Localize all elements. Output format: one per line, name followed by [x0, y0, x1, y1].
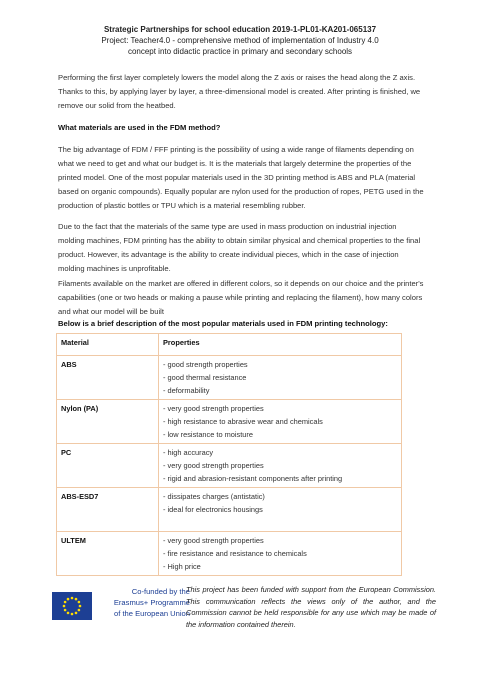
property-item: - low resistance to moisture [163, 430, 253, 439]
table-row [57, 444, 402, 488]
property-item: - High price [163, 562, 201, 571]
property-item: - very good strength properties [163, 461, 264, 470]
table-header-row [57, 334, 402, 356]
material-name: Nylon (PA) [57, 400, 159, 444]
material-name: ABS [57, 356, 159, 400]
paragraph-4 [58, 277, 424, 319]
property-item: - rigid and abrasion-resistant components after printing [163, 474, 343, 483]
paragraph-3-text: Due to the fact that the materials of the same type are used in mass production on industrial injection molding machines, FDM printing has the ability to obtain similar physical and chemical properties to the final product. However, its advantage is the ability to create individual pieces, which in the case of injection molding machines is unprofitable. [58, 222, 421, 273]
cofunded-logo-text [100, 586, 190, 619]
property-item: - high resistance to abrasive wear and chemicals [163, 417, 323, 426]
table-row [57, 356, 402, 400]
paragraph-3 [58, 220, 424, 276]
section-heading-1: What materials are used in the FDM method? [58, 123, 221, 132]
material-properties [159, 532, 402, 576]
property-item: - very good strength properties [163, 536, 264, 545]
material-name: PC [57, 444, 159, 488]
header-material: Material [57, 334, 159, 356]
property-item: - good strength properties [163, 360, 248, 369]
material-name: ABS-ESD7 [57, 488, 159, 532]
material-name: ULTEM [57, 532, 159, 576]
funding-disclaimer: This project has been funded with support from the European Commission. This communication reflects the views only of the author, and the Commission cannot be held responsible for any use which may be made of the information contained therein. [186, 585, 436, 629]
cofund-line-1: Co-funded by the [131, 587, 190, 596]
header-project: Project: Teacher4.0 - comprehensive method of implementation of Industry 4.0 [101, 36, 379, 45]
header-project-cont: concept into didactic practice in primary and secondary schools [127, 47, 353, 56]
paragraph-1 [58, 71, 424, 113]
property-item: - high accuracy [163, 448, 214, 457]
paragraph-2-text: The big advantage of FDM / FFF printing is the possibility of using a wide range of filaments depending on what we need to get and what our budget is. It is the materials that largely determine the properties of the printed model. One of the most popular materials used in the 3D printing method is ABS and PLA (material based on organic compounds). Equally popular are nylon used for the production of ropes, PETG used in the production of plastic bottles or TPU which is a material resembling rubber. [58, 145, 424, 210]
cofund-line-3: of the European Union [114, 609, 190, 618]
material-properties [159, 488, 402, 532]
property-item: - good thermal resistance [163, 373, 247, 382]
section-heading-2: Below is a brief description of the most popular materials used in FDM printing technology: [58, 319, 388, 328]
material-properties [159, 400, 402, 444]
page-header [40, 24, 440, 57]
header-properties: Properties [159, 334, 402, 356]
property-item: - deformability [163, 386, 210, 395]
table-row [57, 532, 402, 576]
table-row [57, 400, 402, 444]
property-item: - ideal for electronics housings [163, 505, 263, 514]
eu-stars-icon [52, 592, 92, 620]
header-title: Strategic Partnerships for school education 2019-1-PL01-KA201-065137 [103, 25, 377, 34]
paragraph-4-text: Filaments available on the market are offered in different colors, so it depends on our choice and the printer's capabilities (one or two heads or making a pause while printing and replacing the filament), how many colors and what our model will be built [58, 279, 424, 316]
property-item [163, 516, 397, 529]
material-properties [159, 356, 402, 400]
paragraph-2 [58, 143, 424, 213]
property-item: - dissipates charges (antistatic) [163, 492, 265, 501]
table-row [57, 488, 402, 532]
materials-table [56, 333, 402, 576]
material-properties [159, 444, 402, 488]
paragraph-1-text: Performing the first layer completely lowers the model along the Z axis or raises the head along the Z axis. Thanks to this, by applying layer by layer, a three-dimensional model is created. After printing is finished, we remove our solid from the heatbed. [58, 73, 421, 110]
property-item: - very good strength properties [163, 404, 264, 413]
cofund-line-2: Erasmus+ Programme [113, 598, 190, 607]
eu-flag-icon [52, 592, 92, 620]
page-footer [52, 584, 434, 634]
property-item: - fire resistance and resistance to chemicals [163, 549, 307, 558]
